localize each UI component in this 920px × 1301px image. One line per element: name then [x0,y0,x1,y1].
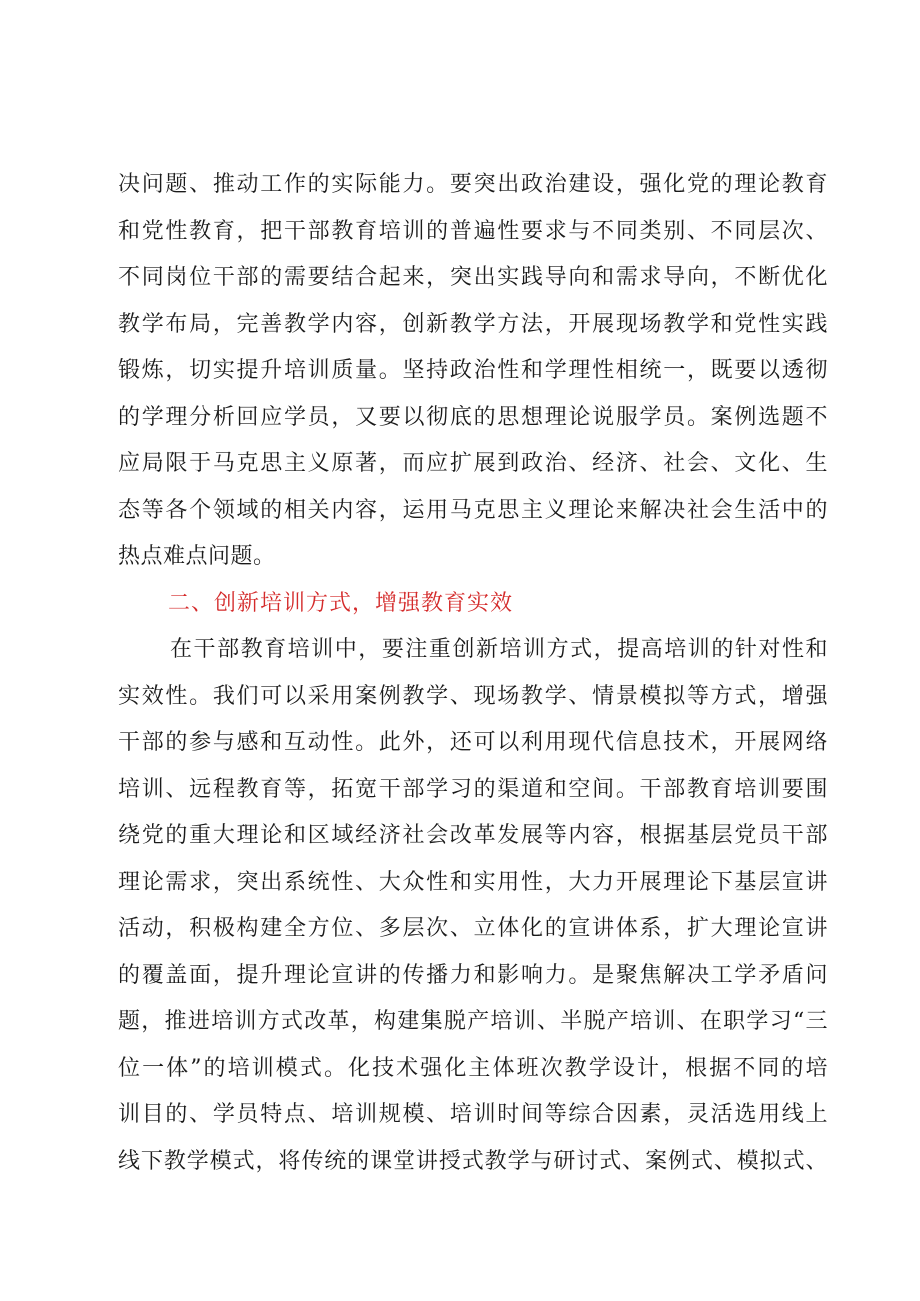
body-line: 位一体”的培训模式。化技术强化主体班次教学设计，根据不同的培 [118,1055,828,1081]
body-line: 实效性。我们可以采用案例教学、现场教学、情景模拟等方式，增强 [118,683,828,709]
body-line: 教学布局，完善教学内容，创新教学方法，开展现场教学和党性实践 [118,311,828,337]
body-line: 态等各个领域的相关内容，运用马克思主义理论来解决社会生活中的 [118,497,828,523]
body-line: 理论需求，突出系统性、大众性和实用性，大力开展理论下基层宣讲 [118,869,828,895]
body-line: 不同岗位干部的需要结合起来，突出实践导向和需求导向，不断优化 [118,265,828,290]
body-line: 在干部教育培训中，要注重创新培训方式，提高培训的针对性和 [170,637,828,662]
body-line: 绕党的重大理论和区域经济社会改革发展等内容，根据基层党员干部 [118,823,828,848]
body-line: 锻炼，切实提升培训质量。坚持政治性和学理性相统一，既要以透彻 [118,358,828,383]
body-line: 的覆盖面，提升理论宣讲的传播力和影响力。是聚焦解决工学矛盾问 [118,962,828,988]
section-heading: 二、创新培训方式，增强教育实效 [168,590,514,616]
body-line: 题，推进培训方式改革，构建集脱产培训、半脱产培训、在职学习“三 [118,1009,828,1034]
document-body [118,162,828,1185]
body-line: 干部的参与感和互动性。此外，还可以利用现代信息技术，开展网络 [118,730,828,755]
body-line: 培训、远程教育等，拓宽干部学习的渠道和空间。干部教育培训要围 [118,776,828,802]
body-line: 活动，积极构建全方位、多层次、立体化的宣讲体系，扩大理论宣讲 [118,916,828,941]
body-line: 训目的、学员特点、培训规模、培训时间等综合因素，灵活选用线上 [118,1102,828,1127]
body-line: 决问题、推动工作的实际能力。要突出政治建设，强化党的理论教育 [118,172,828,197]
body-line: 应局限于马克思主义原著，而应扩展到政治、经济、社会、文化、生 [118,451,828,476]
body-line: 热点难点问题。 [118,544,276,569]
body-line: 的学理分析回应学员，又要以彻底的思想理论说服学员。案例选题不 [118,404,828,430]
body-line: 线下教学模式，将传统的课堂讲授式教学与研讨式、案例式、模拟式、 [118,1148,828,1174]
body-line: 和党性教育，把干部教育培训的普遍性要求与不同类别、不同层次、 [118,218,828,244]
